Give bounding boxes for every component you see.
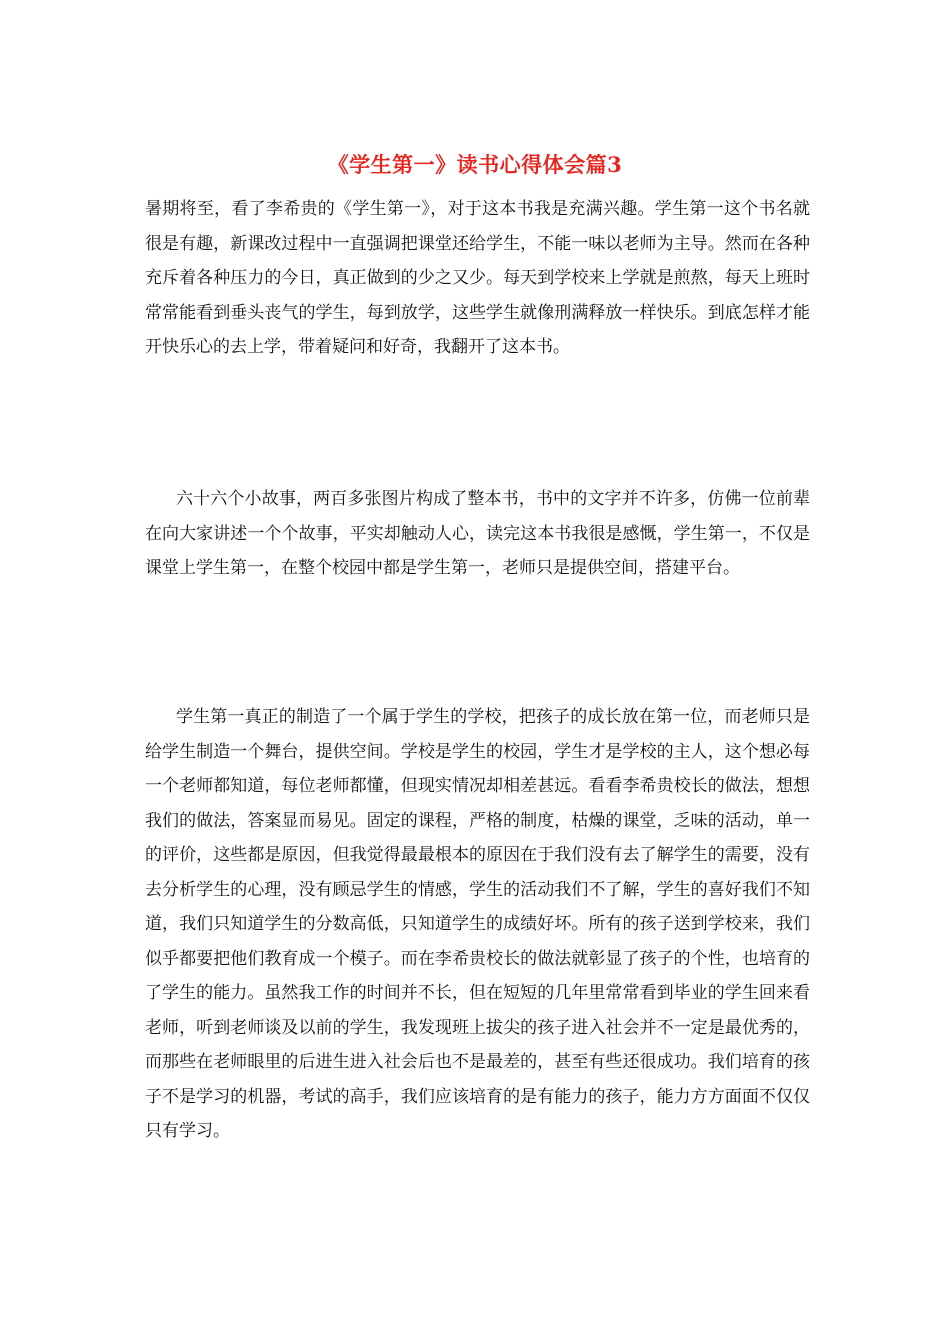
document-title: 《学生第一》读书心得体会篇3 — [327, 152, 623, 177]
paragraph-reflection: 学生第一真正的制造了一个属于学生的学校，把孩子的成长放在第一位，而老师只是给学生制造一个舞台，提供空间。学校是学生的校园，学生才是学校的主人，这个想必每一个老师都知道，每位老师都懂，但现实情况却相差甚远。看看李希贵校长的做法，想想我们的做法，答案显而易见。固定的课程，严格的制度，枯燥的课堂，乏味的活动，单一的评价，这些都是原因，但我觉得最最根本的原因在于我们没有去了解学生的需要，没有去分析学生的心理，没有顾忌学生的情感，学生的活动我们不了解，学生的喜好我们不知道，我们只知道学生的分数高低，只知道学生的成绩好坏。所有的孩子送到学校来，我们似乎都要把他们教育成一个模子。而在李希贵校长的做法就彰显了孩子的个性，也培育的了学生的能力。虽然我工作的时间并不长，但在短短的几年里常常看到毕业的学生回来看老师，听到老师谈及以前的学生，我发现班上拔尖的孩子进入社会并不一定是最优秀的，而那些在老师眼里的后进生进入社会后也不是最差的，甚至有些还很成功。我们培育的孩子不是学习的机器，考试的高手，我们应该培育的是有能力的孩子，能力方方面面不仅仅只有学习。 — [145, 707, 810, 1141]
paragraph-intro: 暑期将至，看了李希贵的《学生第一》，对于这本书我是充满兴趣。学生第一这个书名就很是有趣，新课改过程中一直强调把课堂还给学生，不能一味以老师为主导。然而在各种充斥着各种压力的今日，真正做到的少之又少。每天到学校来上学就是煎熬，每天上班时常常能看到垂头丧气的学生，每到放学，这些学生就像刑满释放一样快乐。到底怎样才能开快乐心的去上学，带着疑问和好奇，我翻开了这本书。 — [145, 199, 810, 357]
paragraph-stories: 六十六个小故事，两百多张图片构成了整本书，书中的文字并不许多，仿佛一位前辈在向大家讲述一个个故事，平实却触动人心，读完这本书我很是感慨，学生第一，不仅是课堂上学生第一，在整个校园中都是学生第一，老师只是提供空间，搭建平台。 — [145, 489, 810, 578]
